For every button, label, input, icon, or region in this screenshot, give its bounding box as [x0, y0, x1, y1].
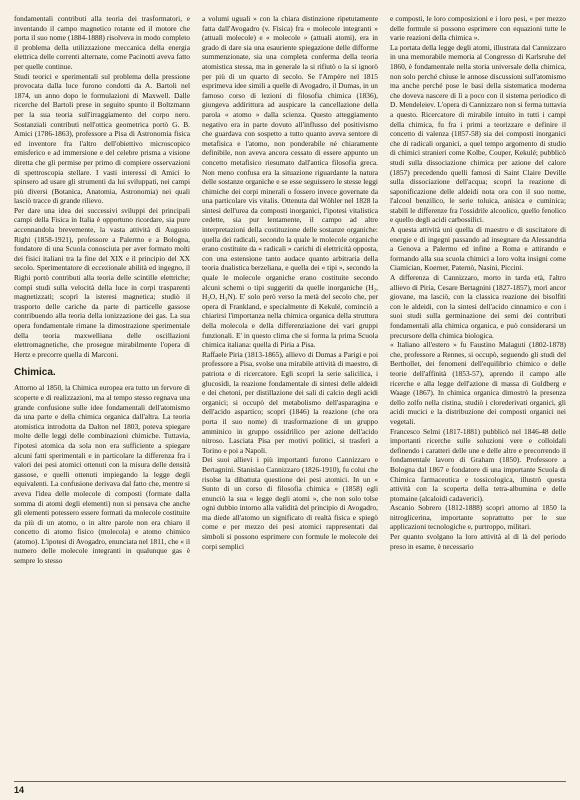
paragraph: Raffaele Piria (1813-1865), allievo di Dumas a Parigi e poi professore a Pisa, svolse una mirabile attività di maestro, di patriota e di ricercatore. Egli scoprì la serie salicilica, i glucosidi, la reazione fondamentale di sintesi delle aldeidi e dei chetoni, per distillazione dei sali di calcio degli acidi organici; si occupò del metabolismo dell'asparagina e dell'acido aspartico; scoprì (1846) la reazione (che ora porta il suo nome) di trasformazione di un gruppo amminico in gruppo ossidrilico per azione dell'acido nitroso. Lasciata Pisa per motivi politici, si trasferì a Torino e poi a Napoli.: [202, 349, 378, 455]
paragraph: A differenza di Cannizzaro, morto in tarda età, l'altro allievo di Piria, Cesare Bertagnini (1827-1857), morì ancor giovane, ma lasciò, con la classica reazione dei bisolfiti con le aldeidi, con la sintesi dell'acido cinnamico e con i suoi studi sulla germinazione dei semi dei contributi fondamentali alla chimica organica, e può considerarsi un precursore della chimica biologica.: [390, 273, 566, 340]
paragraph: La portata della legge degli atomi, illustrata dal Cannizzaro in una memorabile memoria al Congresso di Karlsruhe del 1860, è fondamentale nella storia universale della chimica, non solo perché chiuse le annose discussioni sull'atomismo ma anche perché pose le basi della sistematica moderna che doveva nascere di lì a poco con il sistema periodico di D. Mendeleiev. L'opera di Cannizzaro non si ferma tuttavia a questo. Ricercatore di mirabile intuito in tutti i campi della chimica, fu fra i primi a teorizzare e definire il concetto di valenza (1857-58) sia dei composti inorganici che di radicali organici, a quel tempo argomento di studio di chimici stranieri come Kolbe, Couper, Kekulé; pubblicò studi sulla dissociazione chimica per azione del calore (1857) precedendo quelli famosi di Saint Claire Deville sulla dissociazione dell'acqua; scoprì la reazione di saponificazione delle aldeidi nota ora con il suo nome, l'alcool benzilico, le serie toluica, anisica e cuminica; stabilì le differenze fra l'ossidrile alcoolico, quello fenolico e quello degli acidi carbossilici.: [390, 42, 566, 225]
footer-rule: [14, 781, 566, 782]
paragraph: e composti, le loro composizioni e i loro pesi, « per mezzo delle formule si possono esprimere con equazioni tutte le varie reazioni della chimica ».: [390, 14, 566, 43]
paragraph: Per dare una idea dei successivi sviluppi dei principali campi della Fisica in Italia è opportuno ricordare, sia pure accennandola brevemente, la vasta attività di Augusto Righi (1858-1921), professore a Palermo e a Bologna, fondatore di una Scuola conosciuta per aver formato molti dei fisici italiani tra la fine del XIX e il principio del XX secolo. Sperimentatore di eccezionale abilità ed ingegno, il Righi portò contributi alla teoria delle scintille elettriche; compì studi sulla velocità della luce in corpi trasparenti magnetizzati; scoprì la isteresi magnetica; studiò il trasporto delle cariche da parte di particelle gassose contribuendo alla teoria della ionizzazione dei gas. La sua opera fondamentale rimane la dimostrazione sperimentale della teoria maxwelliana delle oscillazioni elettromagnetiche, che prosegue mirabilmente l'opera di Hertz e precorre quella di Marconi.: [14, 205, 190, 359]
text-column-1: [14, 14, 190, 774]
text-column-3: [390, 14, 566, 774]
paragraph: A questa attività unì quella di maestro e di suscitatore di energie e di ingegni passando ad insegnare da Alessandria a Genova a Palermo ed infine a Roma e attirando e formando alla sua scuola chimici a loro volta insigni come Ciamician, Koerner, Paternò, Nasini, Piccini.: [390, 225, 566, 273]
paragraph: Ascanio Sobrero (1812-1888) scoprì attorno al 1850 la nitroglicerina, importante soprattutto per le sue applicazioni tecnologiche e, purtroppo, militari.: [390, 503, 566, 532]
paragraph: Dei suoi allievi i più importanti furono Cannizzaro e Bertagnini. Stanislao Cannizzaro (1826-1910), fu colui che risolse la dibattuta questione dei pesi atomici. In un « Sunto di un corso di filosofia chimica » (1858) egli enunciò la sua « legge degli atomi », che non solo tolse ogni dubbio intorno alla validità del principio di Avogadro, ma diede all'atomo un significato di realtà fisica e spiegò come e per mezzo dei pesi atomici rappresentati dai simboli si possono esprimere con formule le molecole dei corpi semplici: [202, 455, 378, 551]
paragraph: Francesco Selmi (1817-1881) pubblicò nel 1846-48 delle importanti ricerche sulle soluzioni vere e colloidali definendo i caratteri delle une e delle altre e precorrendo il fondamentale lavoro di Graham (1850). Professore a Bologna dal 1867 e fondatore di una importante Scuola di Chimica farmaceutica e tossicologica, illustrò questa attività con la scoperta della tetra-albumina e delle ptomaine (alcaloidi cadaverici).: [390, 426, 566, 503]
paragraph: Studi teorici e sperimentali sul problema della pressione provocata dalla luce furono condotti da A. Bartoli nel 1874, un anno dopo le formulazioni di Maxwell. Dalle ricerche del Bartoli prese in seguito spunto il Boltzmann per la sua teoria sull'irraggiamento del corpo nero. Sostanziali contributi nell'ottica geometrica portò G. B. Amici (1786-1863), professore a Pisa di Astronomia fisica ed inventore fra l'altro dell'obiettivo microscopico emisferico e ad immersione e del celebre prisma a visione diretta che gli permise per primo di compiere osservazioni di spettroscopia stellare. I vasti interessi di Amici lo spinsero ad usare gli strumenti da lui sviluppati, nei campi più diversi (Botanica, Anatomia, Astronomia) nei quali lasciò tracce di grande rilievo.: [14, 71, 190, 206]
paragraph: fondamentali contributi alla teoria dei trasformatori, e inventando il campo magnetico rotante ed il motore che porta il suo nome (1884-1888) risolveva in modo completo il problema della utilizzazione meccanica della energia elettrica delle correnti alternate, come Pacinotti aveva fatto per quelle continue.: [14, 14, 190, 71]
paragraph: Attorno al 1850, la Chimica europea era tutto un fervore di scoperte e di realizzazioni, ma al tempo stesso regnava una grande confusione sulle idee fondamentali dell'atomismo da una parte e della chimica organica dall'altra. La teoria atomistica introdotta da Dalton nel 1803, poteva spiegare molte delle leggi delle combinazioni chimiche. Tuttavia, l'ipotesi atomica da sola non era sufficiente a spiegare alcuni fatti sperimentali e in particolare la differenza fra i valori dei pesi atomici ottenuti con la misura delle densità gassose, e quelli ottenuti impiegando la legge degli equivalenti. La confusione derivava dal fatto che, mentre si aveva l'idea delle molecole di composti (formate dalla somma di atomi degli elementi) non si pensava che anche gli elementi potessero essere formati da molecole costituite da più di un atomo, o in altre parole non era chiaro il concetto di atomo fisico (molecola) e atomo chimico (atomo). L'ipotesi di Avogadro, enunciata nel 1811, che « il numero delle molecole integranti in qualunque gas è sempre lo stesso: [14, 383, 190, 566]
paragraph: Per quanto svolgano la loro attività al di là del periodo preso in esame, è necessario: [390, 532, 566, 551]
page-number: 14: [14, 785, 25, 795]
text-column-2: [202, 14, 378, 774]
section-heading: Chimica.: [14, 367, 56, 379]
paragraph: a volumi uguali » con la chiara distinzione ripetutamente fatta dall'Avogadro (v. Fisica) fra « molecole integranti » (attuali molecole) e « molecole » (attuali atomi), era in grado di dare sia una esauriente spiegazione delle difforme summenzionate, sia una completa conferma della teoria atomistica stessa, ma in generale la si rifiutò o la si ignorò per più di un quarto di secolo. Se l'Ampère nel 1815 esprimeva idee simili a quelle di Avogadro, il Dumas, in un famoso corso di lezioni di filosofia chimica (1836), giungeva addirittura ad auspicare la cancellazione della parola « atomo » dalla scienza. Questo atteggiamento negativo era in parte dovuto all'influsso del positivismo che guardava con sospetto a tutto quanto aveva sentore di metafisica e l'atomo, non ponderabile né chiaramente definibile, non aveva ancora cessato di essere appunto un concetto metafisico riesumato dall'antica filosofia greca. Non meno confusa era la situazione riguardante la natura delle sostanze organiche e se esse seguissero le stesse leggi chimiche dei corpi minerali o fossero invece governate da una particolare vis vitalis. Ottenuta dal Wöhler nel 1828 la sintesi dell'urea da composti inorganici, l'ipotesi vitalistica cedette, sia pur lentamente, il campo ad altre interpretazioni della costituzione delle sostanze organiche: quella dei radicali, secondo la quale le molecole organiche erano costituite da « radicali » carichi di elettricità opposta, con una estensione tanto audace quanto arbitraria della teoria dualistica berzeliana, e quella dei « tipi », secondo la quale le molecole organiche erano costituite secondo alcuni schemi o tipi suggeriti da quelle inorganiche (H₂, H₂O, H₃N). E' solo però verso la metà del secolo che, per opera di Frankland, e specialmente di Kekulé, cominciò a chiarirsi l'importanza nella chimica organica della struttura della molecola e della differenziazione dei vari gruppi funzionali. E' in questo clima che si forma la prima Scuola chimica italiana: quella di Piria a Pisa.: [202, 14, 378, 350]
paragraph: « Italiano all'estero » fu Faustino Malaguti (1802-1878) che, professore a Rennes, si occupò, seguendo gli studi del Berthollet, dei fenomeni dell'equilibrio chimico e delle teorie dell'affinità (1853-57), aprendo il campo alle ricerche e alla legge dell'azione di massa di Guldberg e Waage (1867). In chimica organica dimostrò la presenza dello zolfo nella cistina, studiò i clorederivati organici, gli acidi mucici e la distribuzione dei composti organici nei vegetali.: [390, 340, 566, 426]
